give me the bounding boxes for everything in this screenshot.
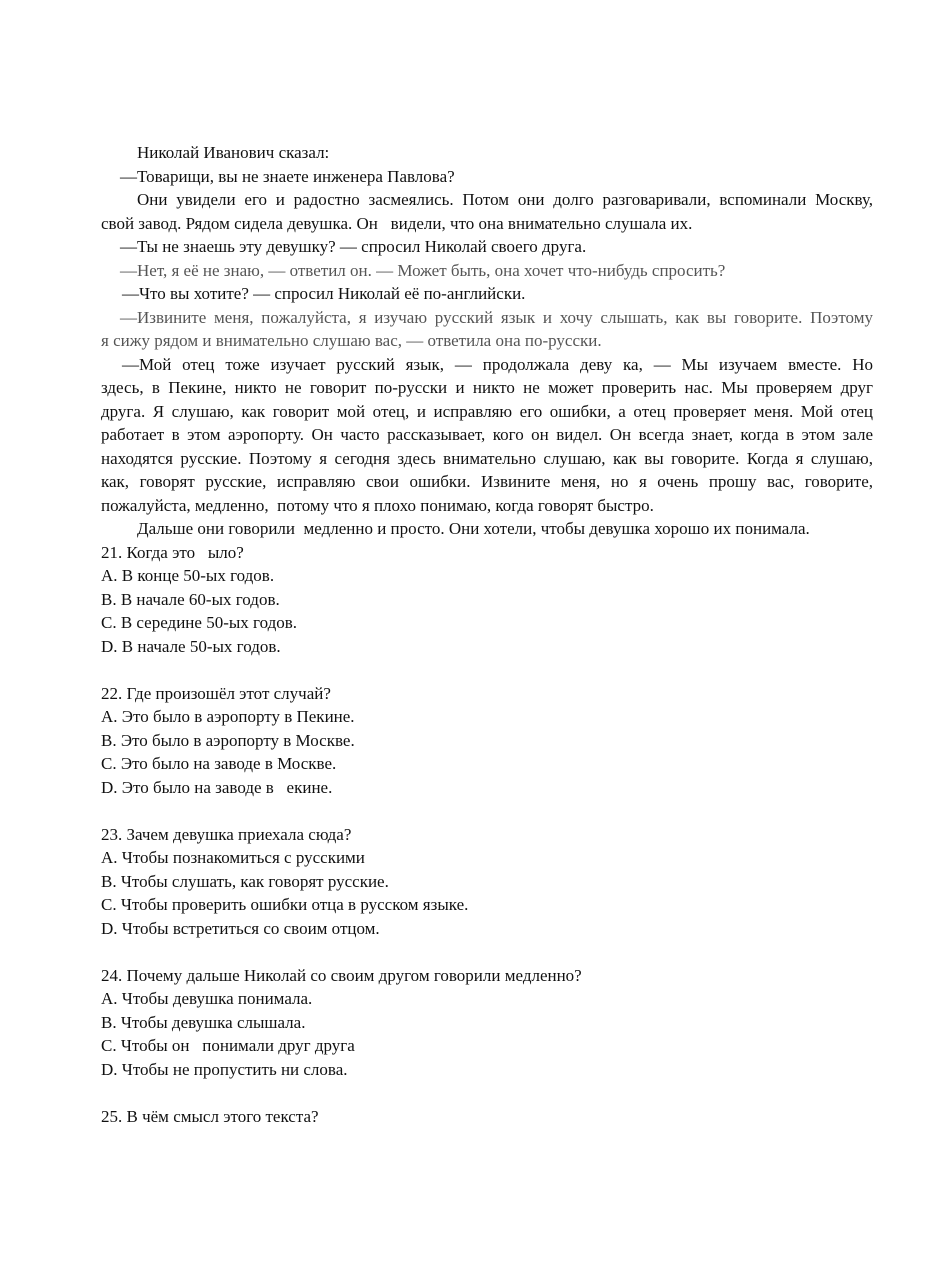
- document-page: [101, 141, 873, 1128]
- spacer: [101, 940, 873, 964]
- passage-line: как, говорят русские, исправляю свои ошибки. Извините меня, но я очень прошу вас, говорите,: [101, 472, 873, 491]
- passage-line: —Извините меня, пожалуйста, я изучаю русский язык и хочу слышать, как вы говорите. Поэтому: [120, 307, 873, 327]
- spacer: [101, 1081, 873, 1105]
- passage-line: свой завод. Рядом сидела девушка. Он видели, что она внимательно слушала их.: [101, 213, 693, 233]
- answer-option: D. Чтобы встретиться со своим отцом.: [101, 918, 380, 938]
- answer-option: A. Это было в аэропорту в Пекине.: [101, 707, 355, 726]
- passage-line: работает в этом аэропорту. Он часто рассказывает, кого он видел. Он всегда знает, когда в этом зале: [101, 425, 873, 444]
- passage-line: находятся русские. Поэтому я сегодня здесь внимательно слушаю, как вы говорите. Когда я слушаю,: [101, 448, 873, 468]
- question-22: [101, 682, 873, 800]
- answer-option: A. В конце 50-ых годов.: [101, 566, 275, 585]
- question-text: 24. Почему дальше Николай со своим другом говорили медленно?: [101, 965, 582, 985]
- answer-option: C. Чтобы он понимали друг друга: [101, 1036, 355, 1055]
- answer-option: A. Чтобы познакомиться с русскими: [101, 848, 365, 867]
- answer-option: C. Чтобы проверить ошибки отца в русском языке.: [101, 895, 469, 914]
- question-25: [101, 1105, 873, 1129]
- spacer: [101, 799, 873, 823]
- passage-line: —Нет, я её не знаю, — ответил он. — Может быть, она хочет что-нибудь спросить?: [120, 260, 726, 280]
- question-21: [101, 541, 873, 659]
- spacer: [101, 658, 873, 682]
- question-24: [101, 964, 873, 1082]
- question-text: 22. Где произошёл этот случай?: [101, 683, 331, 703]
- question-text: 21. Когда это ыло?: [101, 542, 244, 562]
- question-text: 25. В чём смысл этого текста?: [101, 1106, 319, 1126]
- answer-option: C. В середине 50-ых годов.: [101, 613, 298, 632]
- passage-line: пожалуйста, медленно, потому что я плохо понимаю, когда говорят быстро.: [101, 495, 654, 515]
- passage-line: Они увидели его и радостно засмеялись. Потом они долго разговаривали, вспоминали Москву,: [137, 190, 873, 209]
- answer-option: B. В начале 60-ых годов.: [101, 589, 280, 609]
- answer-option: A. Чтобы девушка понимала.: [101, 989, 313, 1008]
- passage-line: Николай Иванович сказал:: [137, 143, 330, 162]
- question-text: 23. Зачем девушка приехала сюда?: [101, 824, 352, 844]
- question-23: [101, 823, 873, 941]
- passage-line: друга. Я слушаю, как говорит мой отец, и исправляю его ошибки, а отец проверяет меня. Мой отец: [101, 401, 873, 421]
- answer-option: C. Это было на заводе в Москве.: [101, 754, 337, 773]
- answer-option: D. Это было на заводе в екине.: [101, 777, 333, 797]
- passage-line: —Что вы хотите? — спросил Николай её по-английски.: [122, 284, 526, 303]
- passage-line: —Мой отец тоже изучает русский язык, — продолжала деву ка, — Мы изучаем вместе. Но: [122, 354, 873, 374]
- passage-line: Дальше они говорили медленно и просто. Они хотели, чтобы девушка хорошо их понимала.: [137, 519, 810, 538]
- answer-option: B. Чтобы девушка слышала.: [101, 1012, 306, 1032]
- answer-option: B. Это было в аэропорту в Москве.: [101, 730, 355, 750]
- passage-line: здесь, в Пекине, никто не говорит по-русски и никто не может проверить нас. Мы проверяем друг: [101, 378, 873, 397]
- answer-option: D. В начале 50-ых годов.: [101, 636, 281, 656]
- passage-line: я сижу рядом и внимательно слушаю вас, — ответила она по-русски.: [101, 331, 602, 350]
- answer-option: D. Чтобы не пропустить ни слова.: [101, 1059, 348, 1079]
- passage-line: —Ты не знаешь эту девушку? — спросил Николай своего друга.: [120, 237, 587, 256]
- answer-option: B. Чтобы слушать, как говорят русские.: [101, 871, 389, 891]
- passage-line: —Товарищи, вы не знаете инженера Павлова?: [120, 166, 455, 186]
